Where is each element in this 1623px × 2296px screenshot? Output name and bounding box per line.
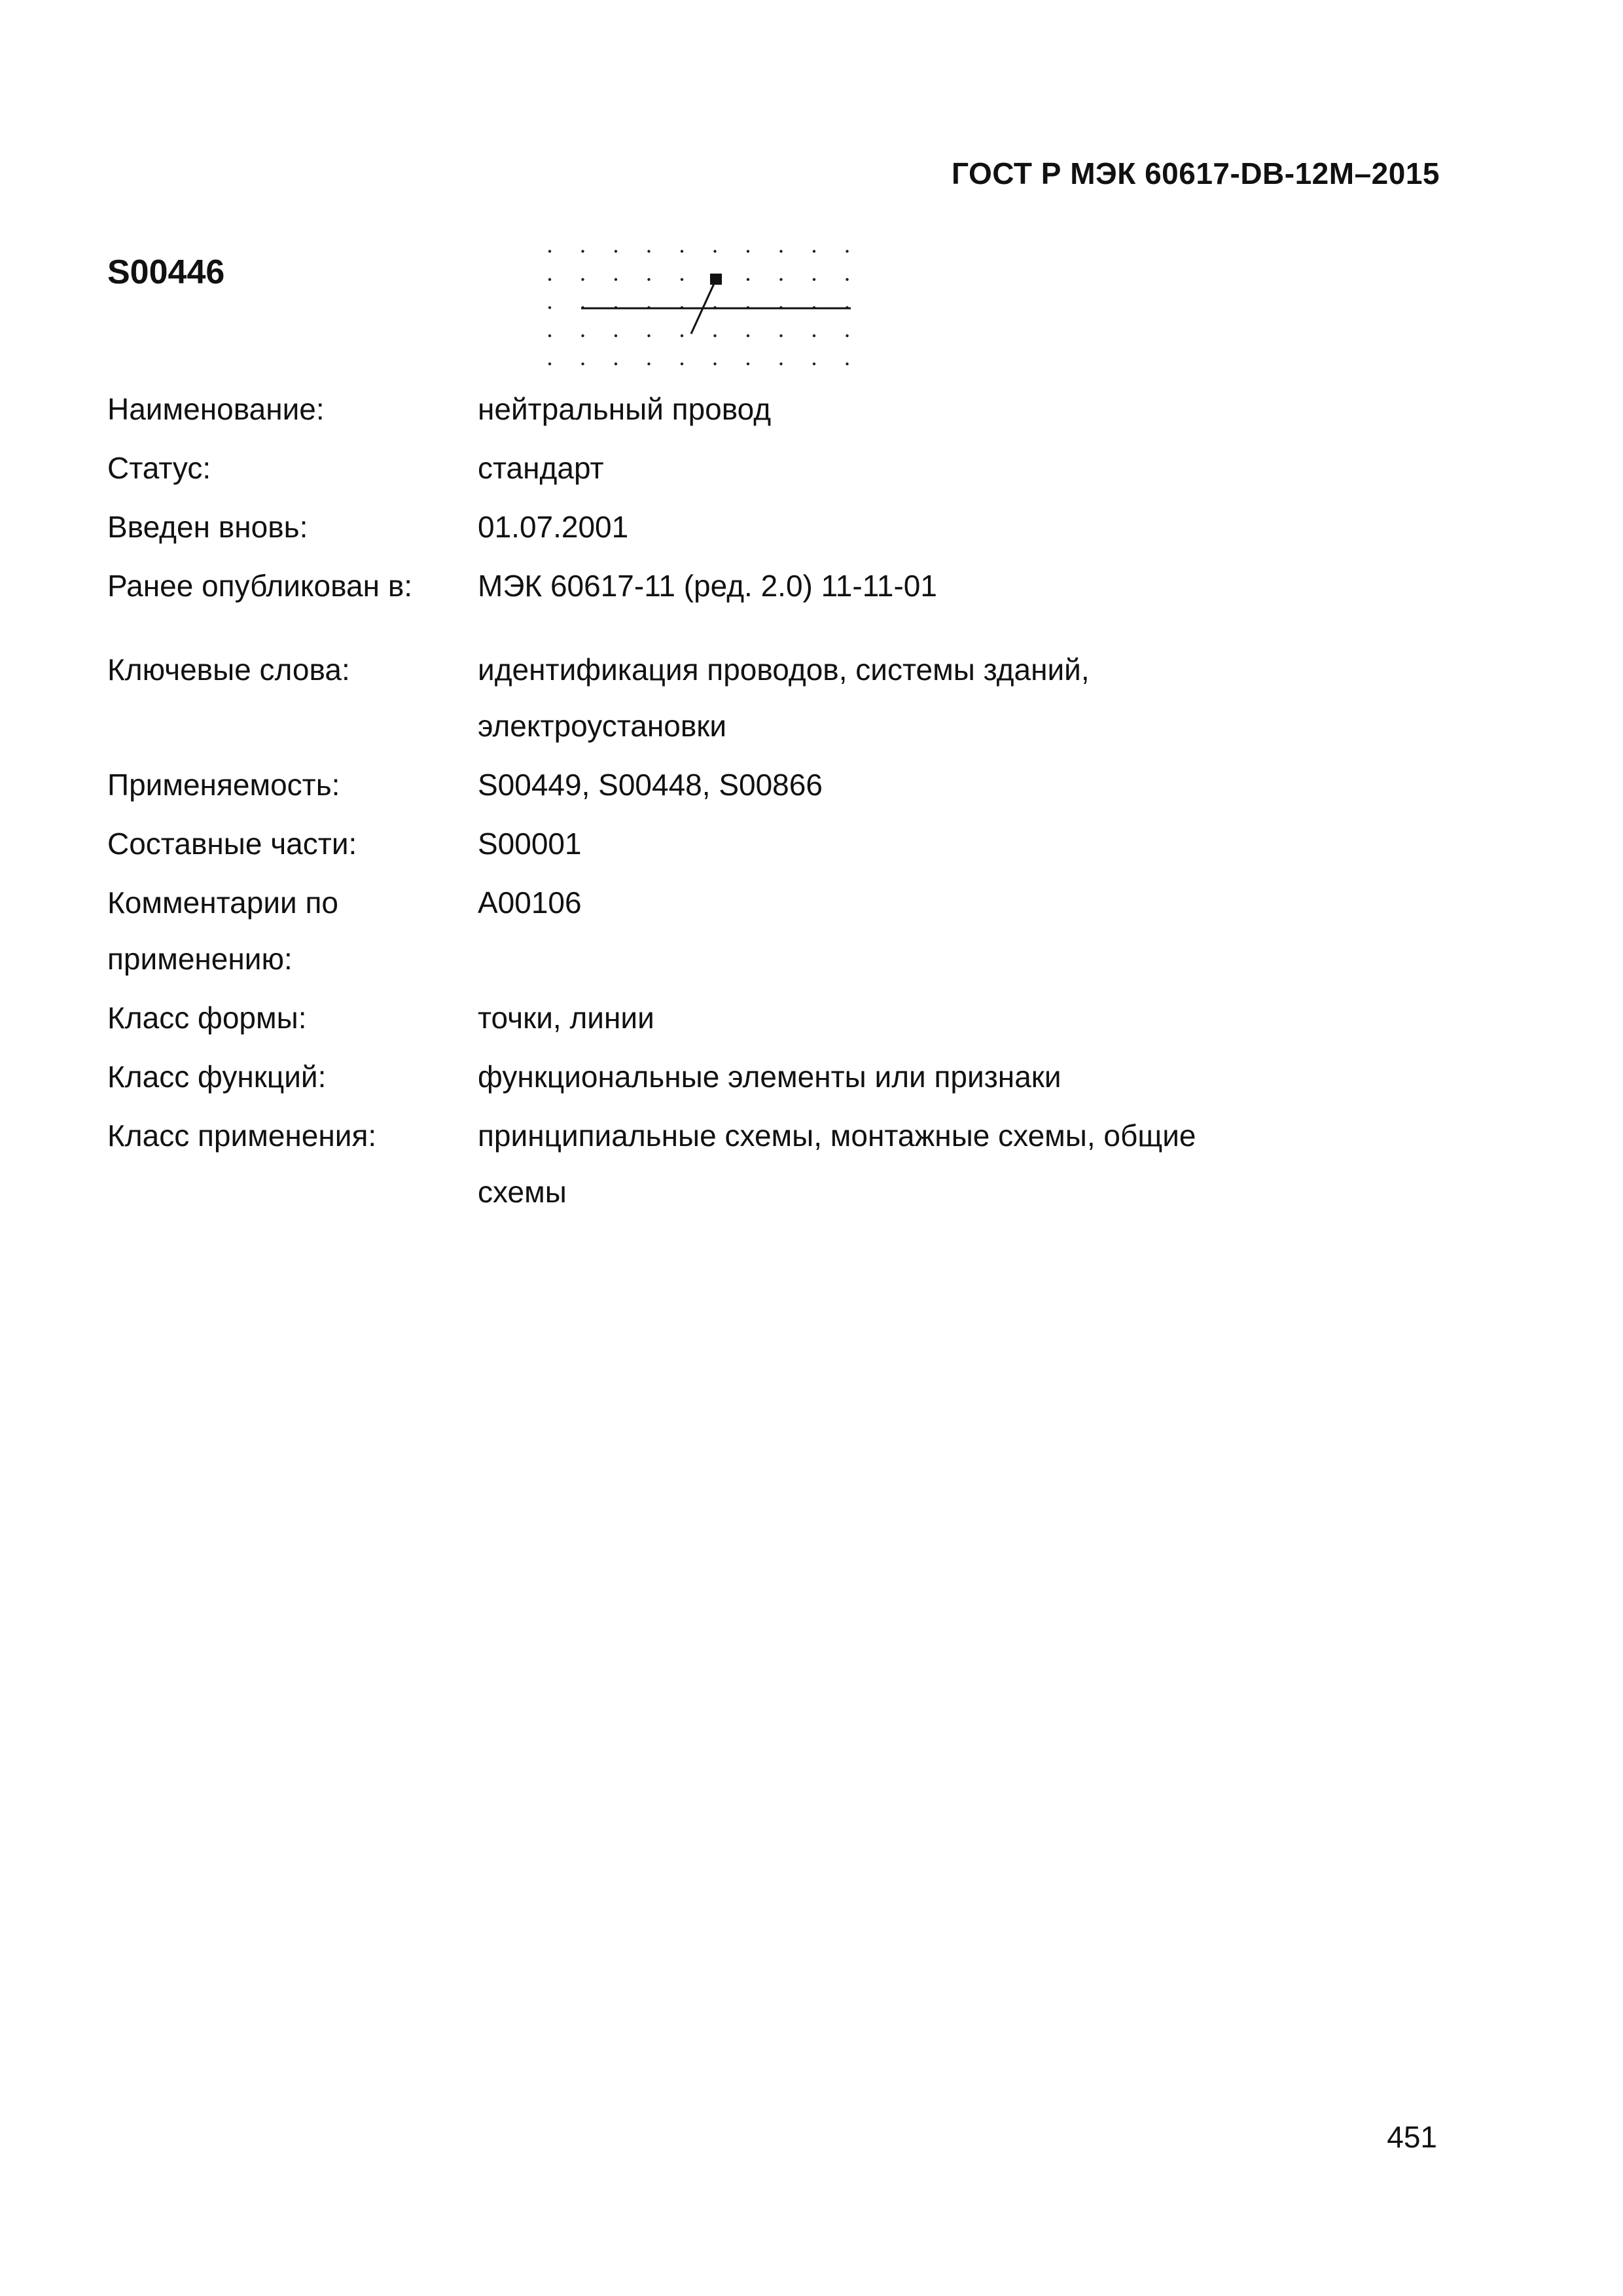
grid-dot bbox=[647, 363, 650, 365]
grid-dot bbox=[813, 334, 815, 337]
field-usage-comments-label-line: применению: bbox=[107, 942, 293, 976]
field-usage-comments-label-line: Комментарии по bbox=[107, 886, 338, 920]
field-keywords-value bbox=[478, 641, 1090, 754]
field-introduced-label: Введен вновь: bbox=[107, 510, 308, 544]
grid-dot bbox=[615, 278, 617, 281]
field-components bbox=[107, 816, 1442, 872]
field-applicability-label: Применяемость: bbox=[107, 768, 340, 802]
field-keywords-value-line: электроустановки bbox=[478, 709, 727, 743]
symbol-properties bbox=[107, 381, 1442, 1223]
field-keywords-label: Ключевые слова: bbox=[107, 653, 350, 687]
field-name-value: нейтральный провод bbox=[478, 392, 772, 426]
field-application-class bbox=[107, 1107, 1442, 1220]
field-previously-published-value: МЭК 60617-11 (ред. 2.0) 11-11-01 bbox=[478, 569, 937, 603]
grid-dot bbox=[779, 363, 782, 365]
neutral-conductor-symbol bbox=[541, 242, 894, 373]
field-keywords bbox=[107, 641, 1442, 754]
grid-dot bbox=[615, 363, 617, 365]
grid-dot bbox=[548, 306, 551, 309]
grid-dot bbox=[747, 363, 749, 365]
grid-dot bbox=[779, 250, 782, 253]
grid-dot bbox=[713, 363, 716, 365]
grid-dot bbox=[615, 250, 617, 253]
grid-dot bbox=[813, 363, 815, 365]
field-shape-class bbox=[107, 990, 1442, 1046]
grid-dot bbox=[647, 250, 650, 253]
field-applicability-value: S00449, S00448, S00866 bbox=[478, 768, 823, 802]
field-application-class-value-line: схемы bbox=[478, 1175, 567, 1209]
grid-dot bbox=[647, 278, 650, 281]
grid-dot bbox=[846, 278, 848, 281]
page-number: 451 bbox=[1387, 2120, 1437, 2154]
field-name-label: Наименование: bbox=[107, 392, 325, 426]
grid-dot bbox=[747, 250, 749, 253]
grid-dot bbox=[681, 250, 683, 253]
grid-dot bbox=[713, 250, 716, 253]
grid-dot bbox=[681, 334, 683, 337]
field-usage-comments-value: A00106 bbox=[478, 886, 582, 920]
grid-dot bbox=[548, 250, 551, 253]
grid-dot bbox=[713, 334, 716, 337]
neutral-dot bbox=[710, 274, 722, 285]
grid-dot bbox=[747, 278, 749, 281]
document-standard-header: ГОСТ Р МЭК 60617-DB-12M–2015 bbox=[952, 156, 1440, 190]
grid-dot bbox=[581, 278, 584, 281]
field-application-class-value bbox=[478, 1107, 1196, 1220]
field-name bbox=[107, 381, 1442, 437]
grid-dot bbox=[846, 363, 848, 365]
field-function-class-value: функциональные элементы или признаки bbox=[478, 1060, 1061, 1094]
field-status-value: стандарт bbox=[478, 451, 604, 485]
field-usage-comments bbox=[107, 874, 1442, 987]
grid-dot bbox=[681, 363, 683, 365]
field-keywords-value-line: идентификация проводов, системы зданий, bbox=[478, 653, 1090, 687]
symbol-code: S00446 bbox=[107, 253, 225, 291]
grid-dot bbox=[581, 363, 584, 365]
field-previously-published bbox=[107, 558, 1442, 614]
grid-dot bbox=[548, 334, 551, 337]
field-previously-published-label: Ранее опубликован в: bbox=[107, 569, 413, 603]
grid-dot bbox=[581, 250, 584, 253]
grid-dot bbox=[846, 250, 848, 253]
field-components-value: S00001 bbox=[478, 827, 582, 861]
field-applicability bbox=[107, 757, 1442, 813]
grid-dot bbox=[681, 278, 683, 281]
grid-dot bbox=[747, 334, 749, 337]
grid-dot bbox=[813, 250, 815, 253]
field-application-class-label: Класс применения: bbox=[107, 1119, 377, 1153]
field-shape-class-value: точки, линии bbox=[478, 1001, 654, 1035]
grid-dot bbox=[581, 334, 584, 337]
field-introduced bbox=[107, 499, 1442, 555]
field-function-class-label: Класс функций: bbox=[107, 1060, 327, 1094]
field-application-class-value-line: принципиальные схемы, монтажные схемы, общие bbox=[478, 1119, 1196, 1153]
grid-dot bbox=[779, 334, 782, 337]
field-introduced-value: 01.07.2001 bbox=[478, 510, 629, 544]
grid-dot bbox=[647, 334, 650, 337]
grid-dot bbox=[846, 334, 848, 337]
field-components-label: Составные части: bbox=[107, 827, 357, 861]
grid-dot bbox=[813, 278, 815, 281]
neutral-slash bbox=[691, 279, 716, 334]
grid-dot bbox=[548, 363, 551, 365]
grid-dot bbox=[548, 278, 551, 281]
grid-dot bbox=[779, 278, 782, 281]
field-function-class bbox=[107, 1049, 1442, 1105]
grid-dot bbox=[615, 334, 617, 337]
field-status bbox=[107, 440, 1442, 496]
field-shape-class-label: Класс формы: bbox=[107, 1001, 307, 1035]
field-usage-comments-label bbox=[107, 874, 478, 987]
field-status-label: Статус: bbox=[107, 451, 211, 485]
